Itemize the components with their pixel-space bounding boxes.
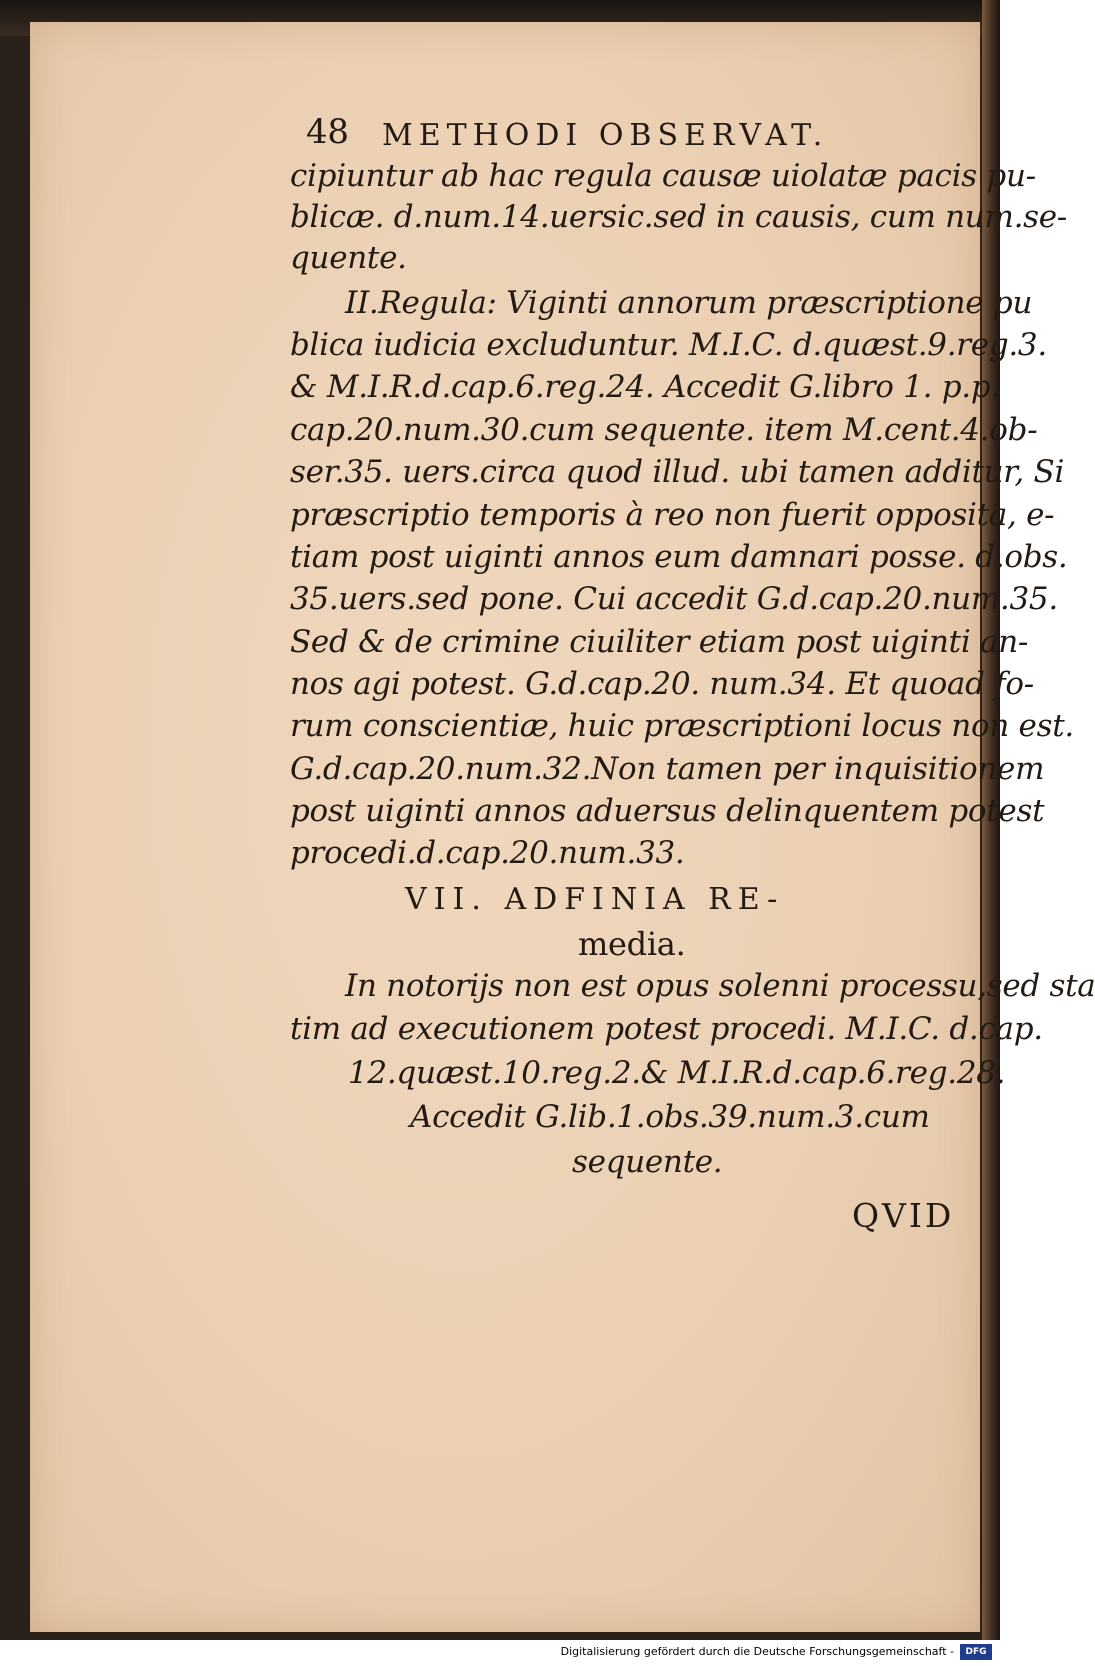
footer-bar [0,1640,1000,1666]
text-line: Sed & de crimine ciuiliter etiam post uiginti an- [290,624,1029,660]
section-heading-continuation: media. [578,925,686,963]
catchword: QVID [852,1196,955,1235]
text-line: sequente. [572,1144,723,1180]
text-line: nos agi potest. G.d.cap.20. num.34. Et quoad fo- [290,666,1034,702]
running-title: METHODI OBSERVAT. [382,118,829,153]
text-line: 12.quæst.10.reg.2.& M.I.R.d.cap.6.reg.28. [348,1055,1006,1091]
text-line: blica iudicia excluduntur. M.I.C. d.quæst.9.reg.3. [290,327,1047,363]
text-line: 35.uers.sed pone. Cui accedit G.d.cap.20.num.35. [290,581,1058,617]
text-line: præscriptio temporis à reo non fuerit opposita, e- [290,497,1055,533]
dfg-logo-icon: DFG [960,1644,992,1660]
text-line: rum conscientiæ, huic præscriptioni locus non est. [290,708,1074,744]
footer-credit: Digitalisierung gefördert durch die Deutsche Forschungsgemeinschaft - [560,1645,954,1658]
text-line: II.Regula: Viginti annorum præscriptione pu [345,285,1033,321]
text-line: & M.I.R.d.cap.6.reg.24. Accedit G.libro 1. p.p. [290,369,1000,405]
text-line: tim ad executionem potest procedi. M.I.C. d.cap. [290,1011,1043,1047]
page-number: 48 [306,112,349,152]
text-line: Accedit G.lib.1.obs.39.num.3.cum [410,1099,930,1135]
text-line: cap.20.num.30.cum sequente. item M.cent.4.ob- [290,412,1038,448]
text-line: cipiuntur ab hac regula causæ uiolatæ pacis pu- [290,158,1036,194]
text-line: procedi.d.cap.20.num.33. [290,835,685,871]
text-line: quente. [290,240,407,276]
text-line: post uiginti annos aduersus delinquentem potest [290,793,1045,829]
text-line: blicæ. d.num.14.uersic.sed in causis, cum num.se- [290,199,1067,235]
section-heading: VII. ADFINIA RE- [405,882,785,917]
text-line: In notorijs non est opus solenni processu,sed sta [345,968,1095,1004]
text-line: ser.35. uers.circa quod illud. ubi tamen additur, Si [290,454,1065,490]
text-line: G.d.cap.20.num.32.Non tamen per inquisitionem [290,751,1045,787]
text-line: tiam post uiginti annos eum damnari posse. d.obs. [290,539,1068,575]
